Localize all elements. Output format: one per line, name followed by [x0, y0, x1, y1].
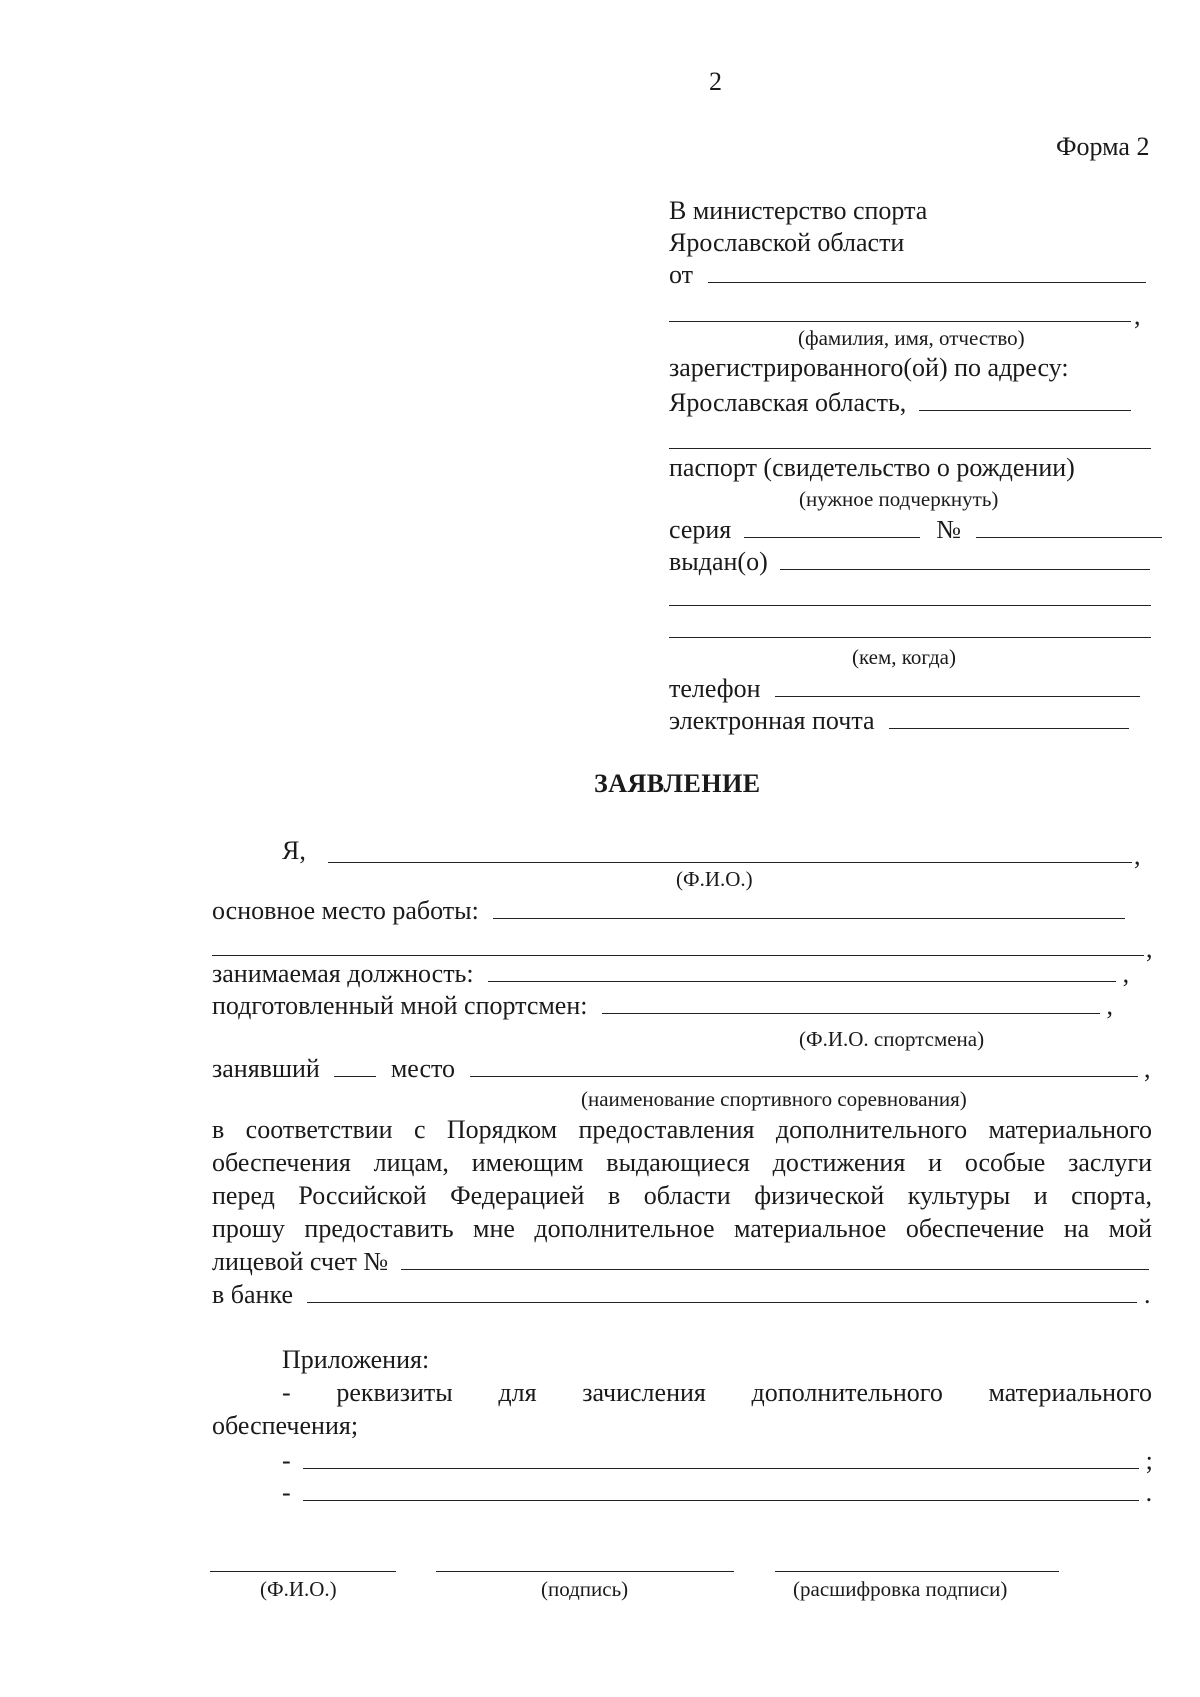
applicant-fio-caption: (Ф.И.О.)	[676, 867, 753, 891]
underline-hint: (нужное подчеркнуть)	[799, 487, 999, 511]
paragraph-line-1: в соответствии с Порядком предоставления дополнительного материального	[212, 1115, 1152, 1144]
place-number-field[interactable]	[334, 1054, 376, 1077]
athlete-label: подготовленный мной спортсмен:	[212, 991, 588, 1020]
applicant-name-field[interactable]	[328, 862, 1132, 863]
email-row	[669, 705, 1129, 737]
addressee-line-2: Ярославской области	[669, 228, 905, 257]
issued-field-3[interactable]	[669, 637, 1151, 638]
account-label: лицевой счет №	[212, 1247, 389, 1276]
signature-decoding-field[interactable]	[775, 1571, 1059, 1572]
attachment-item-3-row	[282, 1477, 1152, 1509]
took-place-row	[212, 1053, 1151, 1085]
position-row	[212, 958, 1129, 990]
from-comma: ,	[1134, 301, 1141, 330]
attachment-item-2-row	[282, 1445, 1153, 1477]
attachment-item-3-dash: -	[282, 1478, 291, 1507]
from-row	[669, 259, 1146, 291]
issued-caption: (кем, когда)	[852, 645, 956, 669]
attachments-heading: Приложения:	[282, 1345, 430, 1374]
issued-row	[669, 546, 1150, 578]
issued-field[interactable]	[780, 547, 1150, 570]
attachment-item-2-field[interactable]	[303, 1446, 1139, 1469]
account-field[interactable]	[401, 1247, 1149, 1270]
competition-comma: ,	[1144, 1054, 1151, 1083]
passport-label: паспорт (свидетельство о рождении)	[669, 453, 1075, 482]
document-title: ЗАЯВЛЕНИЕ	[594, 769, 761, 798]
workplace-comma: ,	[1146, 934, 1153, 963]
attachment-item-1-line-1: - реквизиты для зачисления дополнительного материального	[282, 1378, 1152, 1407]
applicant-comma: ,	[1134, 841, 1141, 870]
workplace-label: основное место работы:	[212, 896, 479, 925]
competition-caption: (наименование спортивного соревнования)	[581, 1087, 967, 1111]
attachment-item-3-field[interactable]	[303, 1478, 1139, 1501]
position-field[interactable]	[488, 959, 1116, 982]
signature-caption: (подпись)	[541, 1577, 629, 1601]
page-number: 2	[709, 67, 722, 96]
form-label: Форма 2	[1056, 132, 1150, 161]
region-row	[669, 387, 1131, 419]
region-label: Ярославская область,	[669, 388, 907, 417]
number-label: №	[936, 515, 962, 544]
addressee-line-1: В министерство спорта	[669, 196, 928, 225]
address-field-2[interactable]	[669, 448, 1151, 449]
bank-period: .	[1143, 1280, 1151, 1309]
phone-label: телефон	[669, 674, 761, 703]
paragraph-line-4: прошу предоставить мне дополнительное материальное обеспечение на мой	[212, 1214, 1152, 1243]
number-field[interactable]	[976, 515, 1162, 538]
paragraph-line-3: перед Российской Федерацией в области физической культуры и спорта,	[212, 1181, 1152, 1210]
signature-fio-field[interactable]	[210, 1571, 396, 1572]
bank-field[interactable]	[307, 1280, 1137, 1303]
bank-label: в банке	[212, 1280, 293, 1309]
place-label: место	[390, 1054, 456, 1083]
from-name-field-2[interactable]	[669, 321, 1131, 322]
competition-field[interactable]	[470, 1054, 1138, 1077]
from-name-field[interactable]	[708, 260, 1146, 283]
bank-row	[212, 1279, 1150, 1311]
position-comma: ,	[1122, 959, 1130, 988]
signature-decoding-caption: (расшифровка подписи)	[793, 1577, 1008, 1601]
position-label: занимаемая должность:	[212, 959, 474, 988]
athlete-comma: ,	[1106, 991, 1113, 1020]
registered-label: зарегистрированного(ой) по адресу:	[669, 353, 1069, 382]
signature-fio-caption: (Ф.И.О.)	[260, 1577, 337, 1601]
attachment-item-1-line-2: обеспечения;	[212, 1411, 359, 1440]
from-label: от	[669, 260, 694, 289]
athlete-row	[212, 990, 1113, 1022]
athlete-field[interactable]	[602, 991, 1100, 1014]
workplace-row	[212, 895, 1125, 927]
phone-row	[669, 673, 1140, 705]
account-row	[212, 1246, 1149, 1278]
issued-field-2[interactable]	[669, 605, 1151, 606]
email-field[interactable]	[889, 706, 1129, 729]
address-field[interactable]	[919, 388, 1131, 411]
athlete-caption: (Ф.И.О. спортсмена)	[799, 1027, 985, 1051]
attachment-item-3-period: .	[1145, 1478, 1153, 1507]
series-row	[669, 514, 1162, 546]
workplace-field-2[interactable]	[212, 955, 1144, 956]
series-field[interactable]	[744, 515, 920, 538]
issued-label: выдан(о)	[669, 547, 768, 576]
email-label: электронная почта	[669, 706, 875, 735]
i-label: Я,	[282, 836, 306, 865]
attachment-item-2-semicolon: ;	[1145, 1446, 1153, 1475]
signature-field[interactable]	[436, 1571, 734, 1572]
fio-caption: (фамилия, имя, отчество)	[798, 326, 1025, 350]
phone-field[interactable]	[775, 674, 1140, 697]
series-label: серия	[669, 515, 732, 544]
took-label: занявший	[212, 1054, 320, 1083]
attachment-item-2-dash: -	[282, 1446, 291, 1475]
workplace-field[interactable]	[493, 896, 1125, 919]
paragraph-line-2: обеспечения лицам, имеющим выдающиеся достижения и особые заслуги	[212, 1148, 1152, 1177]
